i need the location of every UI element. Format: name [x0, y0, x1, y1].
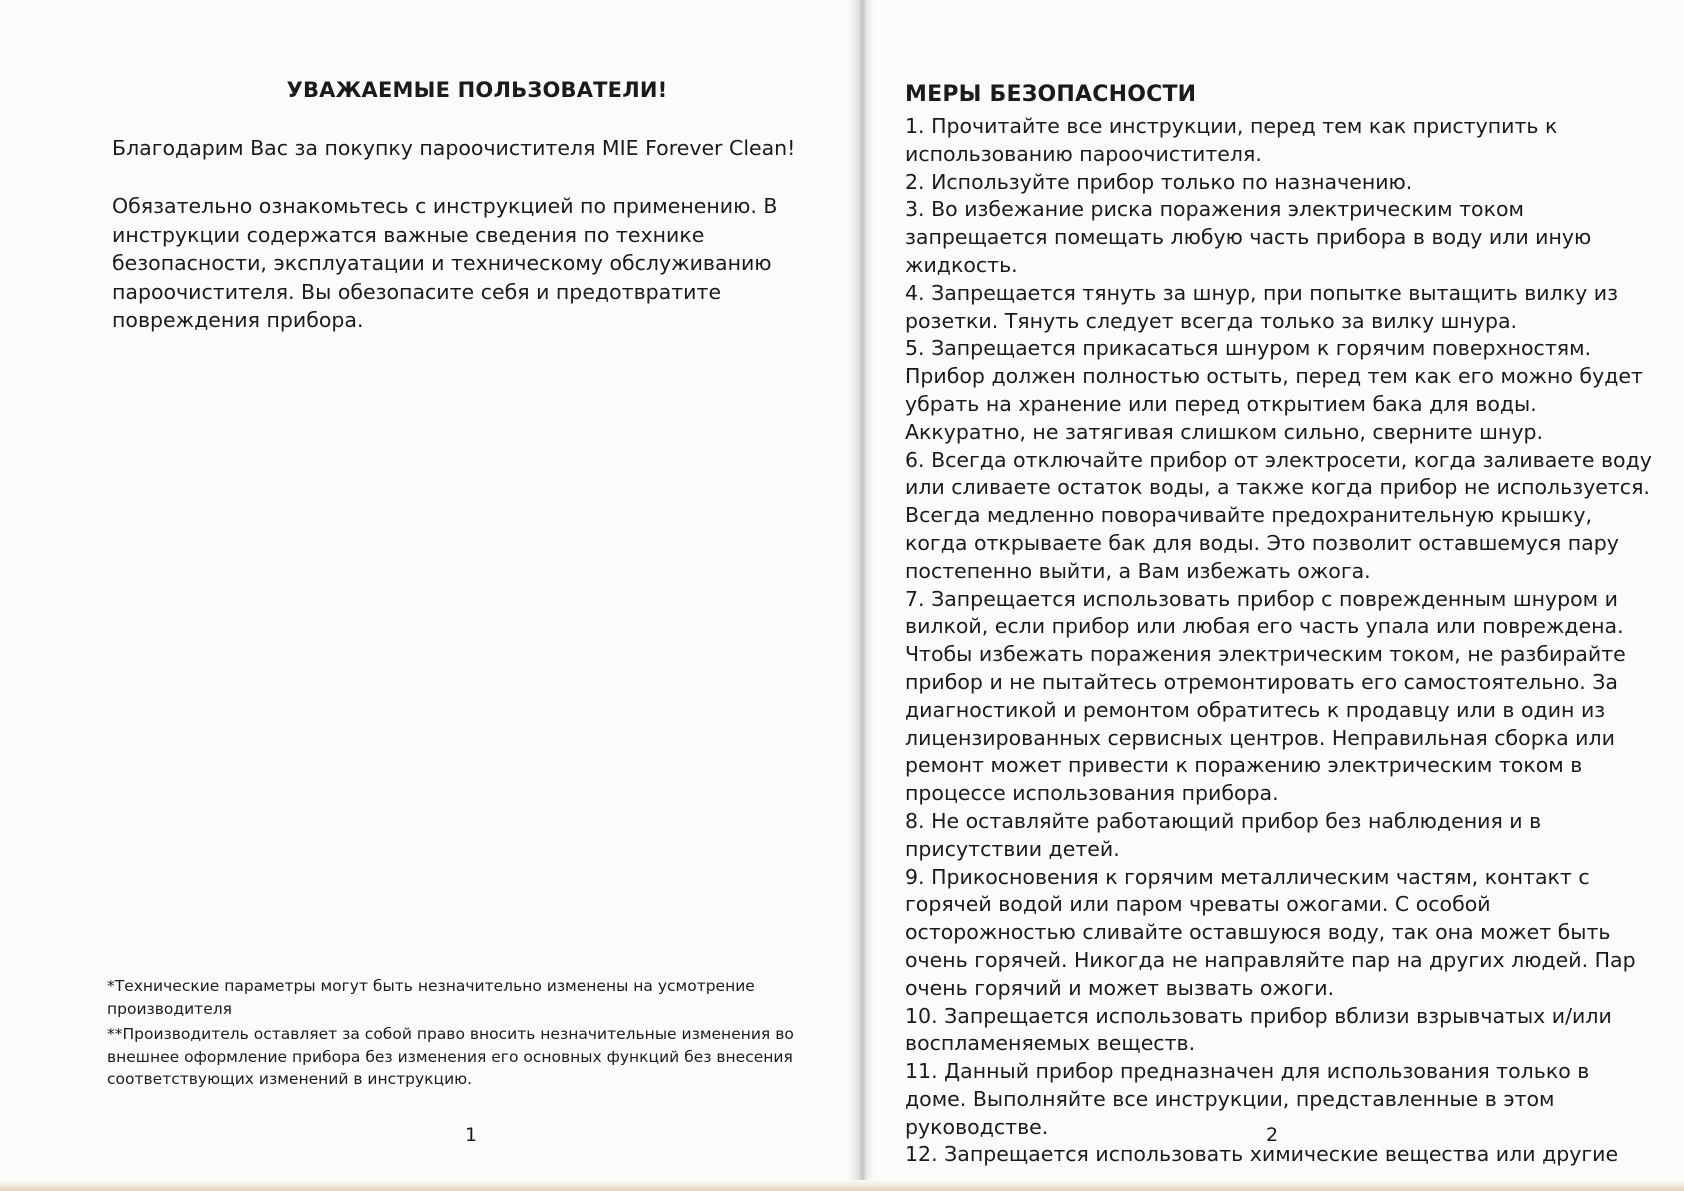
safety-rule: 11. Данный прибор предназначен для использования только в доме. Выполняйте все инструкции, представленные в этом руководстве.: [905, 1059, 1590, 1139]
safety-rules-list: [905, 113, 1655, 1169]
safety-rule: 8. Не оставляйте работающий прибор без наблюдения и в присутствии детей.: [905, 808, 1542, 861]
safety-rule: 9. Прикосновения к горячим металлическим частям, контакт с горячей водой или паром чреваты ожогами. С особой осторожностью сливайте оставшуюся воду, так она может быть очень горячей. Никогда не направляйте пар на других людей. Пар очень горячий и может вызвать ожоги.: [905, 864, 1636, 1000]
left-page-title: УВАЖАЕМЫЕ ПОЛЬЗОВАТЕЛИ!: [286, 78, 668, 102]
safety-rule: 10. Запрещается использовать прибор вблизи взрывчатых и/или воспламеняемых веществ.: [905, 1003, 1612, 1056]
safety-rule: 2. Используйте прибор только по назначению.: [905, 169, 1413, 194]
safety-rule: 5. Запрещается прикасаться шнуром к горячим поверхностям. Прибор должен полностью остыть, перед тем как его можно будет убрать на хранение или перед открытием бака для воды. Аккуратно, не затягивая слишком сильно, сверните шнур.: [905, 336, 1643, 444]
page-number-right: 2: [1265, 1124, 1279, 1146]
safety-rule: 7. Запрещается использовать прибор с поврежденным шнуром и вилкой, если прибор или любая его часть упала или повреждена. Чтобы избежать поражения электрическим током, не разбирайте прибор и не пытайтесь отремонтировать его самостоятельно. За диагностикой и ремонтом обратитесь к продавцу или в один из лицензированных сервисных центров. Неправильная сборка или ремонт может привести к поражению электрическим током в процессе использования прибора.: [905, 586, 1626, 806]
footnotes: [107, 975, 847, 1094]
safety-rule: 3. Во избежание риска поражения электрическим током запрещается помещать любую часть прибора в воду или иную жидкость.: [905, 197, 1592, 277]
footnote-manufacturer: **Производитель оставляет за собой право вносить незначительные изменения во внешнее оформление прибора без изменения его основных функций без внесения соответствующих изменений в инструкцию.: [107, 1025, 794, 1088]
thank-you-paragraph: Благодарим Вас за покупку пароочистителя MIE Forever Clean!: [112, 136, 796, 160]
safety-rule: 1. Прочитайте все инструкции, перед тем как приступить к использованию пароочистителя.: [905, 114, 1558, 166]
page-bottom-edge: [0, 1180, 1684, 1191]
safety-rule: 6. Всегда отключайте прибор от электросети, когда заливаете воду или сливаете остаток воды, а также когда прибор не используется. Всегда медленно поворачивайте предохранительную крышку, когда открываете бак для воды. Это позволит оставшемуся пару постепенно выйти, а Вам избежать ожога.: [905, 447, 1652, 583]
page-number-left: 1: [464, 1124, 478, 1146]
safety-rule: 4. Запрещается тянуть за шнур, при попытке вытащить вилку из розетки. Тянуть следует всегда только за вилку шнура.: [905, 280, 1618, 333]
book-spine: [848, 0, 874, 1191]
intro-paragraph: Обязательно ознакомьтесь с инструкцией по применению. В инструкции содержатся важные сведения по технике безопасности, эксплуатации и техническому обслуживанию пароочистителя. Вы обезопасите себя и предотвратите повреждения прибора.: [112, 194, 778, 332]
safety-title: МЕРЫ БЕЗОПАСНОСТИ: [905, 82, 1197, 107]
footnote-technical: *Технические параметры могут быть незначительно изменены на усмотрение производителя: [107, 977, 755, 1018]
safety-rule: 12. Запрещается использовать химические вещества или другие: [905, 1142, 1619, 1167]
